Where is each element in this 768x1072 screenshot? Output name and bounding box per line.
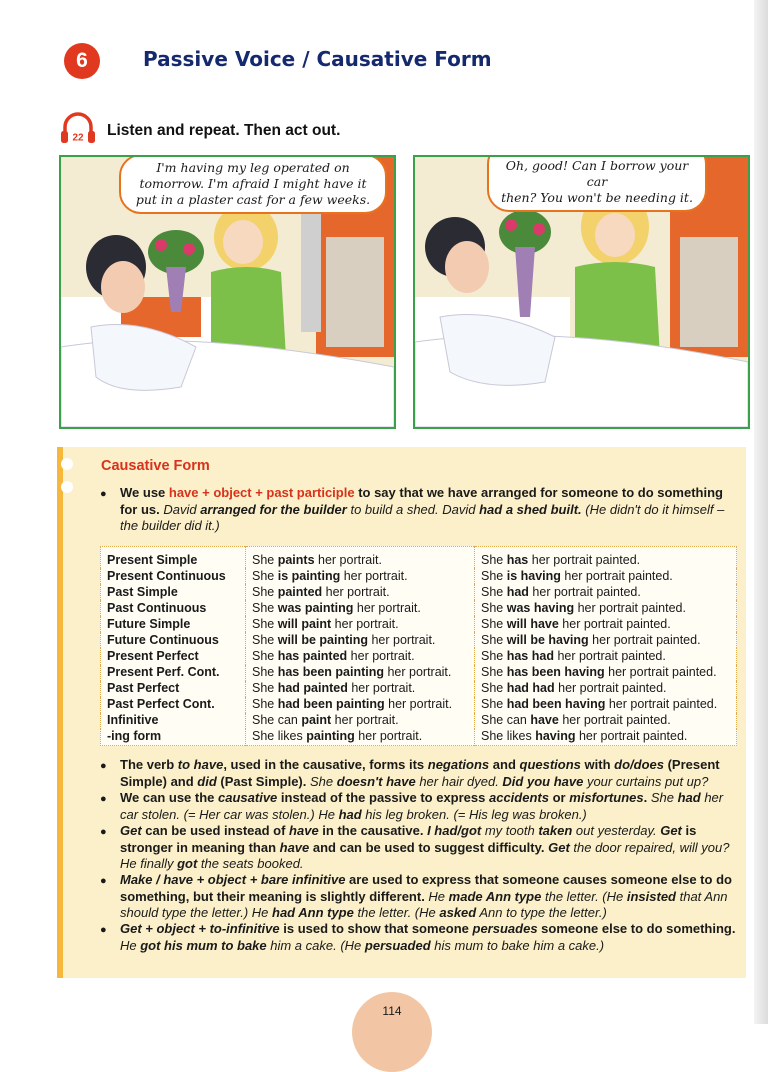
note-text: instead of the passive to express	[277, 790, 489, 805]
tense-name: Present Perfect	[107, 649, 199, 664]
verb-form: will be having	[506, 632, 589, 647]
note-text: persuaded	[364, 938, 431, 953]
table-row	[101, 600, 737, 616]
example-text: her portrait painted.	[528, 584, 641, 599]
note-text: your curtains put up?	[583, 774, 709, 789]
speech-bubble-2-line-2: then? You won't be needing it.	[501, 190, 693, 205]
verb-form: had	[506, 584, 529, 599]
example-text: her portrait painted.	[558, 616, 671, 631]
note-text: Make / have + object + bare infinitive	[120, 872, 346, 887]
verb-form: has had	[506, 649, 554, 664]
verb-form: is painting	[277, 568, 341, 583]
example-text: her portrait.	[383, 665, 452, 680]
note-text: to have	[177, 757, 224, 772]
example-text: She	[252, 681, 278, 696]
note-text: She	[310, 774, 337, 789]
audio-track-number: 22	[72, 132, 84, 144]
causative-example	[475, 713, 737, 729]
example-text: She	[252, 616, 278, 631]
note-text: doesn't have	[336, 774, 416, 789]
note-text: We can use the	[120, 790, 219, 805]
table-row	[101, 547, 737, 569]
example-text: her portrait.	[340, 568, 408, 583]
grammar-note	[100, 790, 740, 823]
active-example	[246, 632, 475, 648]
active-example	[246, 600, 475, 616]
grammar-notes	[100, 757, 740, 954]
table-row	[101, 584, 737, 600]
table-row	[101, 568, 737, 584]
example-text: her portrait painted.	[553, 649, 666, 664]
verb-form: has painted	[277, 649, 348, 664]
note-text: got his mum to bake	[140, 938, 267, 953]
grammar-note	[100, 872, 740, 921]
note-text: asked	[439, 905, 477, 920]
verb-form: was having	[506, 600, 575, 615]
verb-form: has been having	[506, 665, 605, 680]
intro-text: to say that we have arranged for someone to do something for us.	[120, 485, 723, 517]
verb-form: painting	[306, 729, 355, 744]
active-example	[246, 547, 475, 569]
verb-form: had been painting	[277, 697, 385, 712]
note-text: and	[489, 757, 520, 772]
table-row	[101, 681, 737, 697]
note-text: him a cake. (He	[266, 938, 365, 953]
note-text: his leg broken. (= His leg was broken.)	[361, 807, 587, 822]
verb-form: will paint	[277, 616, 332, 631]
tense-name: Present Simple	[107, 552, 198, 567]
note-text: or	[548, 790, 570, 805]
decorative-dot	[61, 458, 73, 470]
active-example	[246, 713, 475, 729]
note-text: is stronger in meaning than	[120, 823, 697, 855]
grammar-note	[100, 757, 740, 790]
note-text: She	[647, 790, 678, 805]
example-text: She	[252, 632, 278, 647]
tense-name: Present Continuous	[107, 568, 226, 583]
speech-bubble-2	[487, 155, 707, 212]
example-text: She	[481, 616, 507, 631]
causative-example	[475, 568, 737, 584]
note-text: have	[279, 840, 310, 855]
example-text: She	[481, 552, 507, 567]
note-text: (Present Simple) and	[120, 757, 720, 789]
tense-name: Future Simple	[107, 616, 191, 631]
example-text: her portrait.	[353, 600, 421, 615]
note-text: causative	[218, 790, 278, 805]
headphones-icon[interactable]	[60, 110, 96, 146]
unit-number-badge: 6	[64, 43, 100, 79]
note-text: He	[120, 938, 141, 953]
example-text: She	[252, 552, 278, 567]
grammar-note	[100, 823, 740, 872]
example-text: her portrait painted.	[574, 600, 686, 615]
verb-form: had had	[506, 681, 555, 696]
note-text: with	[580, 757, 615, 772]
active-example	[246, 616, 475, 632]
example-text: She	[481, 632, 507, 647]
note-text: Ann to type the letter.)	[476, 905, 607, 920]
note-text: (Past Simple).	[216, 774, 310, 789]
tense-name: Past Continuous	[107, 600, 207, 615]
grammar-title: Causative Form	[101, 458, 210, 474]
speech-bubble-1-line-1: I'm having my leg operated on	[156, 160, 350, 175]
intro-example: David	[159, 502, 201, 517]
table-row	[101, 665, 737, 681]
active-example	[246, 665, 475, 681]
table-row	[101, 697, 737, 713]
speech-bubble-1	[119, 155, 387, 214]
speech-bubble-2-line-1: Oh, good! Can I borrow your car	[505, 158, 689, 189]
verb-form: has	[506, 552, 529, 567]
grammar-intro	[100, 485, 740, 534]
note-text: out yesterday.	[572, 823, 661, 838]
intro-example: to build a shed. David	[346, 502, 480, 517]
intro-example: arranged for the builder	[200, 502, 347, 517]
note-text: do/does	[614, 757, 664, 772]
note-text: that Ann should type the letter.) He	[120, 889, 728, 920]
note-text: her hair dyed.	[415, 774, 503, 789]
example-text: her portrait painted.	[575, 729, 688, 744]
note-text: the door repaired, will you? He finally	[120, 840, 730, 871]
example-text: her portrait painted.	[560, 568, 673, 583]
example-text: She	[252, 665, 278, 680]
note-text: taken	[538, 823, 573, 838]
example-text: her portrait painted.	[558, 713, 671, 728]
causative-example	[475, 665, 737, 681]
verb-form: painted	[277, 584, 323, 599]
note-text: her car stolen. (= Her car was stolen.) He	[120, 790, 724, 822]
example-text: her portrait.	[322, 584, 390, 599]
note-text: can be used instead of	[141, 823, 290, 838]
verb-form: paint	[301, 713, 332, 728]
page-number: 114	[382, 1004, 402, 1018]
causative-example	[475, 584, 737, 600]
intro-example: (He didn't do it himself – the builder did it.)	[120, 502, 725, 533]
example-text: her portrait painted.	[528, 552, 641, 567]
note-text: .	[643, 790, 648, 805]
note-text: did	[197, 774, 217, 789]
active-example	[246, 697, 475, 713]
note-text: Get	[548, 840, 570, 855]
note-text: Did you have	[502, 774, 584, 789]
example-text: her portrait.	[384, 697, 453, 712]
example-text: her portrait painted.	[604, 665, 717, 680]
example-text: her portrait.	[354, 729, 423, 744]
example-text: She	[481, 697, 507, 712]
verb-form: will have	[506, 616, 559, 631]
intro-text: We use	[120, 485, 169, 500]
example-text: her portrait.	[314, 552, 382, 567]
activity-instruction: Listen and repeat. Then act out.	[107, 122, 341, 139]
example-text: She	[252, 649, 278, 664]
example-text: her portrait.	[331, 713, 399, 728]
active-example	[246, 568, 475, 584]
example-text: her portrait.	[347, 681, 416, 696]
note-text: misfortunes	[569, 790, 644, 805]
example-text: her portrait painted.	[605, 697, 718, 712]
table-row	[101, 729, 737, 746]
causative-example	[475, 600, 737, 616]
note-text: is used to show that someone	[279, 921, 473, 936]
example-text: She	[481, 681, 507, 696]
causative-example	[475, 681, 737, 697]
example-text: her portrait.	[347, 649, 415, 664]
table-row	[101, 648, 737, 664]
verb-form: had been having	[506, 697, 606, 712]
note-text: have	[289, 823, 319, 838]
note-text: I had/got	[427, 823, 482, 838]
verb-form: will be painting	[277, 632, 368, 647]
note-text: The verb	[120, 757, 178, 772]
verb-form: had painted	[277, 681, 348, 696]
active-example	[246, 729, 475, 746]
tense-name: Past Simple	[107, 584, 178, 599]
table-row	[101, 713, 737, 729]
note-text: someone else to do something.	[537, 921, 736, 936]
example-text: She can	[252, 713, 302, 728]
note-text: Get + object + to-infinitive	[120, 921, 280, 936]
causative-example	[475, 547, 737, 569]
tense-name: Future Continuous	[107, 632, 219, 647]
verb-form: paints	[277, 552, 315, 567]
note-text: in the causative.	[318, 823, 428, 838]
causative-example	[475, 632, 737, 648]
example-text: her portrait painted.	[588, 632, 701, 647]
note-text: are used to express that someone causes someone else to do something, but their meaning is slightly different.	[120, 872, 732, 904]
table-row	[101, 616, 737, 632]
speech-bubble-1-line-2: tomorrow. I'm afraid I might have it	[139, 176, 367, 191]
causative-example	[475, 729, 737, 746]
note-text: the letter. (He	[353, 905, 440, 920]
note-text: Get	[660, 823, 682, 838]
verb-form: have	[530, 713, 559, 728]
active-example	[246, 681, 475, 697]
example-text: She	[481, 600, 507, 615]
tense-name: Past Perfect Cont.	[107, 697, 215, 712]
note-text: made Ann type	[448, 889, 542, 904]
note-text: negations	[427, 757, 490, 772]
comic-panel-1	[59, 155, 396, 429]
example-text: her portrait.	[331, 616, 399, 631]
note-text: the letter. (He	[541, 889, 627, 904]
verb-form: is having	[506, 568, 561, 583]
note-text: insisted	[626, 889, 676, 904]
causative-example	[475, 648, 737, 664]
note-text: had	[677, 790, 701, 805]
intro-example: had a shed built.	[479, 502, 582, 517]
example-text: She	[252, 568, 278, 583]
verb-form: has been painting	[277, 665, 384, 680]
example-text: She can	[481, 713, 531, 728]
unit-title: Passive Voice / Causative Form	[143, 47, 492, 71]
verb-form: having	[535, 729, 576, 744]
example-text: her portrait.	[368, 632, 436, 647]
note-text: got	[177, 856, 198, 871]
example-text: She	[252, 600, 278, 615]
active-example	[246, 648, 475, 664]
example-text: She	[252, 697, 278, 712]
tense-name: Infinitive	[107, 713, 159, 728]
example-text: She	[481, 649, 507, 664]
example-text: She	[481, 584, 507, 599]
note-text: his mum to bake him a cake.)	[430, 938, 605, 953]
note-text: and can be used to suggest difficulty.	[309, 840, 549, 855]
note-text: Get	[120, 823, 142, 838]
table-row	[101, 632, 737, 648]
grammar-note	[100, 921, 740, 954]
verb-form: was painting	[277, 600, 354, 615]
note-text: He	[428, 889, 449, 904]
note-text: , used in the causative, forms its	[223, 757, 428, 772]
note-text: persuades	[472, 921, 538, 936]
causative-example	[475, 697, 737, 713]
note-text: the seats booked.	[197, 856, 304, 871]
example-text: She likes	[481, 729, 536, 744]
example-text: She	[481, 665, 507, 680]
tense-name: -ing form	[107, 729, 162, 744]
example-text: She	[481, 568, 507, 583]
note-text: accidents	[488, 790, 549, 805]
speech-bubble-1-line-3: put in a plaster cast for a few weeks.	[135, 192, 371, 207]
causative-example	[475, 616, 737, 632]
example-text: She likes	[252, 729, 307, 744]
example-text: her portrait painted.	[554, 681, 667, 696]
page-edge-shadow	[754, 0, 768, 1024]
intro-formula: have + object + past participle	[168, 485, 355, 500]
note-text: had	[338, 807, 362, 822]
example-text: She	[252, 584, 278, 599]
comic-panel-2	[413, 155, 750, 429]
note-text: questions	[519, 757, 581, 772]
note-text: my tooth	[481, 823, 539, 838]
active-example	[246, 584, 475, 600]
tense-table	[100, 546, 737, 746]
tense-name: Past Perfect	[107, 681, 180, 696]
note-text: had Ann type	[272, 905, 354, 920]
tense-name: Present Perf. Cont.	[107, 665, 220, 680]
decorative-dot	[61, 481, 73, 493]
